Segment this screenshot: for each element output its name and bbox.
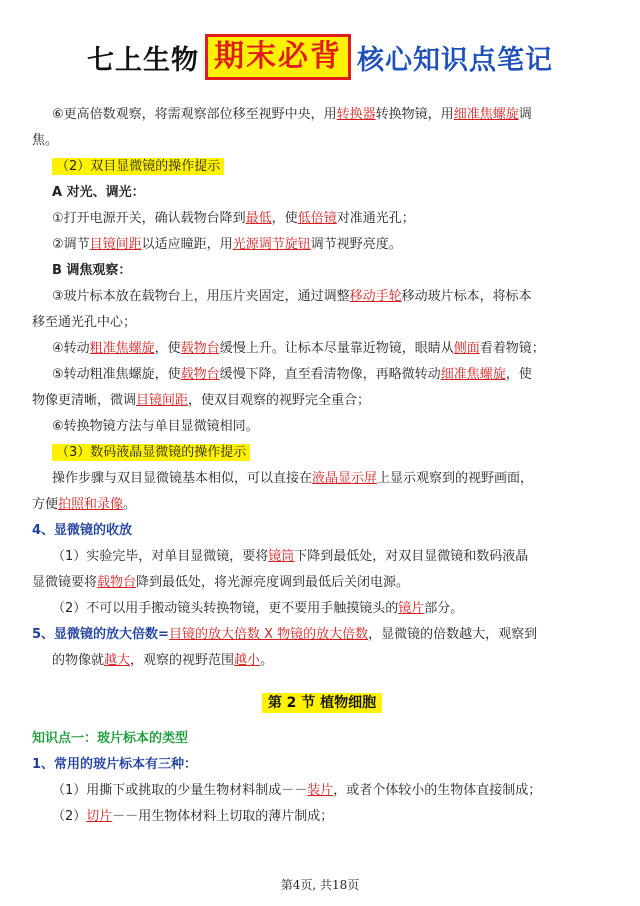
text-line <box>32 778 612 804</box>
text-span: ，显微镜的倍数越大，观察到 <box>368 627 538 642</box>
text-span: 以适应瞳距，用 <box>141 237 233 252</box>
key-term: 最低 <box>245 211 272 226</box>
knowledge-point-heading <box>32 726 612 752</box>
key-term: 细准焦螺旋 <box>440 367 506 382</box>
text-span: 1、常用的玻片标本有三种： <box>32 757 198 772</box>
numbered-heading <box>32 518 612 544</box>
text-span: 物像更清晰，微调 <box>32 393 137 408</box>
text-span: A 对光、调光： <box>52 185 145 200</box>
text-line <box>32 804 612 830</box>
key-term: 转换器 <box>336 107 376 122</box>
step-heading <box>32 258 612 284</box>
text-span: 。 <box>123 497 137 512</box>
text-span: 下降到最低处，对双目显微镜和数码液晶 <box>294 549 529 564</box>
text-span: 4、显微镜的收放 <box>32 523 133 538</box>
header-course-title: 七上生物 <box>87 44 199 76</box>
key-term: 侧面 <box>453 341 480 356</box>
spacer <box>32 674 612 690</box>
text-span: 看着物镜； <box>479 341 545 356</box>
text-span: （2） <box>52 809 87 824</box>
key-term: 光源调节旋钮 <box>232 237 311 252</box>
text-span: ，观察的视野范围 <box>130 653 235 668</box>
header-notes-title: 核心知识点笔记 <box>357 44 553 76</box>
text-span: 调节视野亮度。 <box>310 237 402 252</box>
text-span: 移动玻片标本，将标本 <box>401 289 532 304</box>
numbered-heading: 5、显微镜的放大倍数= <box>32 627 169 642</box>
key-term: 越小 <box>234 653 261 668</box>
text-span: 的物像就 <box>52 653 105 668</box>
text-span: ，使 <box>505 367 532 382</box>
text-span: ，使 <box>154 341 181 356</box>
key-term: 粗准焦螺旋 <box>89 341 155 356</box>
text-line <box>32 492 612 518</box>
text-span: 知识点一：玻片标本的类型 <box>32 731 189 746</box>
text-span: ②调节 <box>52 237 90 252</box>
text-span: （1）实验完毕，对单目显微镜，要将 <box>52 549 269 564</box>
spacer <box>32 716 612 726</box>
text-span: 显微镜要将 <box>32 575 98 590</box>
text-span: 操作步骤与双目显微镜基本相似，可以直接在 <box>52 471 313 486</box>
highlighted-heading: （2）双目显微镜的操作提示 <box>52 158 224 175</box>
key-term: 目镜间距 <box>89 237 142 252</box>
text-span: ⑥转换物镜方法与单目显微镜相同。 <box>52 419 259 434</box>
text-span: ⑤转动粗准焦螺旋，使 <box>52 367 181 382</box>
text-span: 部分。 <box>424 601 464 616</box>
text-span: ③玻片标本放在载物台上，用压片夹固定，通过调整 <box>52 289 350 304</box>
text-span: ，使 <box>271 211 298 226</box>
key-term: 目镜间距 <box>136 393 189 408</box>
text-span: 上显示观察到的视野画面， <box>377 471 534 486</box>
section-title <box>32 690 612 716</box>
text-span: 焦。 <box>32 133 59 148</box>
text-span: 转换物镜，用 <box>375 107 454 122</box>
text-span: ，或者个体较小的生物体直接制成； <box>333 783 542 798</box>
text-span: 缓慢上升。让标本尽量靠近物镜，眼睛从 <box>219 341 454 356</box>
text-span: －－用生物体材料上切取的薄片制成； <box>112 809 334 824</box>
text-span: 方便 <box>32 497 59 512</box>
text-span: B 调焦观察： <box>52 263 132 278</box>
text-line <box>32 362 612 388</box>
key-term: 载物台 <box>180 341 220 356</box>
text-span: ⑥更高倍数观察，将需观察部位移至视野中央，用 <box>52 107 337 122</box>
text-line <box>32 128 612 154</box>
text-span: 。 <box>260 653 274 668</box>
header-highlight-title: 期末必背 <box>205 34 351 80</box>
text-line <box>32 206 612 232</box>
text-span: 缓慢下降，直至看清物像，再略微转动 <box>219 367 441 382</box>
text-span: ，使双目观察的视野完全重合； <box>188 393 371 408</box>
text-span: ④转动 <box>52 341 90 356</box>
section-title-text: 第 2 节 植物细胞 <box>262 693 382 713</box>
text-line <box>32 622 612 648</box>
key-term: 载物台 <box>97 575 137 590</box>
key-term: 细准焦螺旋 <box>453 107 519 122</box>
text-line <box>32 232 612 258</box>
text-line <box>32 596 612 622</box>
document-body <box>32 102 612 830</box>
key-term: 低倍镜 <box>297 211 337 226</box>
text-line <box>32 102 612 128</box>
key-term: 液晶显示屏 <box>312 471 378 486</box>
text-span: 对准通光孔； <box>336 211 415 226</box>
text-span: ①打开电源开关，确认载物台降到 <box>52 211 246 226</box>
key-term: 装片 <box>307 783 334 798</box>
step-heading <box>32 180 612 206</box>
text-line <box>32 466 612 492</box>
text-span: （2）不可以用手搬动镜头转换物镜，更不要用手触摸镜头的 <box>52 601 399 616</box>
key-term: 镜筒 <box>268 549 295 564</box>
text-line <box>32 388 612 414</box>
key-term: 载物台 <box>180 367 220 382</box>
numbered-heading <box>32 752 612 778</box>
key-term: 移动手轮 <box>349 289 402 304</box>
text-span: （1）用撕下或挑取的少量生物材料制成－－ <box>52 783 308 798</box>
key-term: 切片 <box>86 809 113 824</box>
text-span: 调 <box>518 107 532 122</box>
text-line <box>32 648 612 674</box>
text-span: 移至通光孔中心； <box>32 315 137 330</box>
subsection-heading <box>32 154 612 180</box>
highlighted-heading: （3）数码液晶显微镜的操作提示 <box>52 444 250 461</box>
text-line <box>32 570 612 596</box>
text-line <box>32 310 612 336</box>
page-header <box>0 34 640 80</box>
key-term: 越大 <box>104 653 131 668</box>
key-term: 目镜的放大倍数 X 物镜的放大倍数 <box>168 627 369 642</box>
text-line <box>32 414 612 440</box>
page-number: 第4页, 共18页 <box>280 878 360 892</box>
key-term: 拍照和录像 <box>58 497 124 512</box>
text-line <box>32 544 612 570</box>
text-span: 降到最低处，将光源亮度调到最低后关闭电源。 <box>136 575 410 590</box>
text-line <box>32 284 612 310</box>
text-line <box>32 336 612 362</box>
key-term: 镜片 <box>398 601 425 616</box>
subsection-heading <box>32 440 612 466</box>
